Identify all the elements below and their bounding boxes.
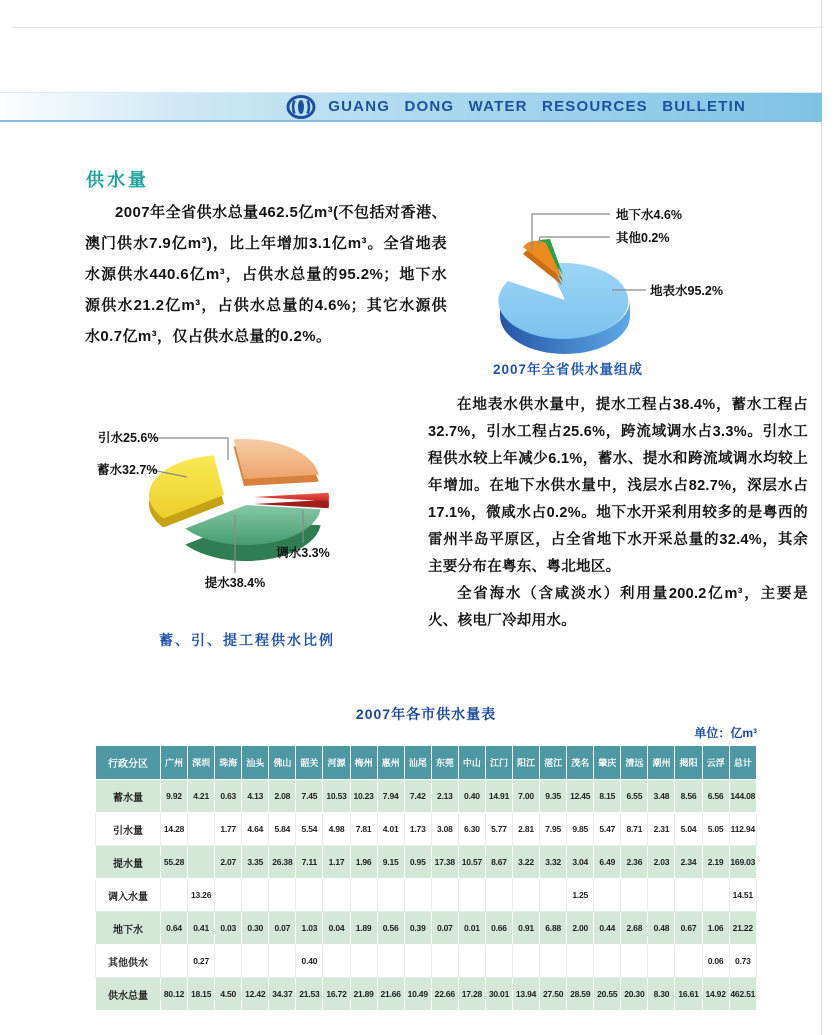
value-cell: 10.23 (350, 780, 377, 813)
value-cell (513, 945, 540, 978)
value-cell: 7.00 (513, 780, 540, 813)
value-cell (215, 945, 242, 978)
value-cell: 5.05 (702, 813, 729, 846)
diversion-slice (254, 493, 329, 501)
value-cell (702, 879, 729, 912)
bulletin-logo-icon (285, 95, 317, 119)
value-cell (377, 945, 404, 978)
value-cell: 2.03 (648, 846, 675, 879)
value-cell: 28.59 (567, 978, 594, 1011)
diaoshui-label: 调水3.3% (276, 546, 330, 560)
value-cell: 3.35 (242, 846, 269, 879)
value-cell: 2.31 (648, 813, 675, 846)
xushui-slice (149, 455, 224, 518)
value-cell: 18.15 (188, 978, 215, 1011)
value-cell: 0.06 (702, 945, 729, 978)
value-cell: 9.35 (540, 780, 567, 813)
value-cell: 14.51 (729, 879, 756, 912)
value-cell: 1.03 (296, 912, 323, 945)
city-column-header: 肇庆 (594, 746, 621, 780)
value-cell: 3.04 (567, 846, 594, 879)
other-label: 其他0.2% (616, 231, 670, 245)
value-cell: 0.64 (161, 912, 188, 945)
value-cell: 7.45 (296, 780, 323, 813)
value-cell: 14.91 (485, 780, 512, 813)
value-cell: 0.39 (404, 912, 431, 945)
value-cell (242, 945, 269, 978)
value-cell: 12.42 (242, 978, 269, 1011)
value-cell (404, 945, 431, 978)
value-cell: 1.73 (404, 813, 431, 846)
value-cell: 5.77 (485, 813, 512, 846)
value-cell: 14.28 (161, 813, 188, 846)
surface-label: 地表水95.2% (650, 284, 723, 298)
value-cell: 112.94 (729, 813, 756, 846)
value-cell: 8.30 (648, 978, 675, 1011)
value-cell: 7.94 (377, 780, 404, 813)
value-cell: 0.07 (431, 912, 458, 945)
value-cell: 34.37 (269, 978, 296, 1011)
value-cell: 21.89 (350, 978, 377, 1011)
city-column-header: 江门 (485, 746, 512, 780)
value-cell (269, 879, 296, 912)
value-cell: 10.57 (458, 846, 485, 879)
value-cell (675, 945, 702, 978)
value-cell: 4.64 (242, 813, 269, 846)
value-cell: 17.38 (431, 846, 458, 879)
value-cell: 0.04 (323, 912, 350, 945)
city-column-header: 深圳 (188, 746, 215, 780)
value-cell: 20.55 (594, 978, 621, 1011)
value-cell: 0.67 (675, 912, 702, 945)
city-column-header: 韶关 (296, 746, 323, 780)
value-cell: 2.13 (431, 780, 458, 813)
table-row-引水量 (96, 813, 757, 846)
value-cell: 6.55 (621, 780, 648, 813)
city-column-header: 汕头 (242, 746, 269, 780)
value-cell: 0.48 (648, 912, 675, 945)
row-label: 地下水 (96, 912, 161, 945)
pie-chart-supply-composition (460, 195, 805, 360)
value-cell: 14.92 (702, 978, 729, 1011)
paragraph-surface-groundwater (428, 392, 808, 635)
value-cell: 5.84 (269, 813, 296, 846)
value-cell (540, 945, 567, 978)
value-cell: 80.12 (161, 978, 188, 1011)
value-cell: 26.38 (269, 846, 296, 879)
leader-line-yinshui (153, 438, 228, 460)
value-cell: 22.66 (431, 978, 458, 1011)
surface-water-slice (498, 263, 628, 339)
value-cell (485, 879, 512, 912)
value-cell (567, 945, 594, 978)
row-label: 供水总量 (96, 978, 161, 1011)
value-cell (161, 879, 188, 912)
value-cell: 2.68 (621, 912, 648, 945)
value-cell (161, 945, 188, 978)
city-column-header: 汕尾 (404, 746, 431, 780)
value-cell: 2.36 (621, 846, 648, 879)
value-cell: 0.40 (458, 780, 485, 813)
value-cell: 8.71 (621, 813, 648, 846)
row-label: 蓄水量 (96, 780, 161, 813)
city-column-header: 广州 (161, 746, 188, 780)
paragraph-text: 在地表水供水量中，提水工程占38.4%，蓄水工程占32.7%，引水工程占25.6%，跨流域调水占3.3%。引水工程供水较上年减少6.1%，蓄水、提水和跨流域调水均较上年增加。在地下水供水量中，浅层水占82.7%，深层水占17.1%，微咸水占0.2%。地下水开采利用较多的是粤西的雷州半岛平原区，占全省地下水开采总量的32.4%，其余主要分布在粤东、粤北地区。 (428, 397, 808, 575)
value-cell: 0.44 (594, 912, 621, 945)
city-column-header: 河源 (323, 746, 350, 780)
value-cell: 6.49 (594, 846, 621, 879)
city-column-header: 佛山 (269, 746, 296, 780)
value-cell: 9.15 (377, 846, 404, 879)
water-supply-table (95, 745, 757, 1011)
value-cell: 3.48 (648, 780, 675, 813)
value-cell (242, 879, 269, 912)
value-cell: 7.42 (404, 780, 431, 813)
table-row-提水量 (96, 846, 757, 879)
value-cell (594, 879, 621, 912)
value-cell (188, 813, 215, 846)
value-cell: 8.56 (675, 780, 702, 813)
value-cell (404, 879, 431, 912)
groundwater-label: 地下水4.6% (616, 208, 682, 222)
value-cell: 5.47 (594, 813, 621, 846)
paragraph-text: 2007年全省供水总量462.5亿m³(不包括对香港、澳门供水7.9亿m³)，比上年增加3.1亿m³。全省地表水源供水440.6亿m³，占供水总量的95.2%；地下水源供水21.2亿m³，占供水总量的4.6%；其它水源供水0.7亿m³，仅占供水总量的0.2%。 (85, 204, 447, 345)
value-cell: 0.73 (729, 945, 756, 978)
value-cell: 16.61 (675, 978, 702, 1011)
value-cell: 7.81 (350, 813, 377, 846)
value-cell: 2.08 (269, 780, 296, 813)
city-column-header: 中山 (458, 746, 485, 780)
value-cell: 0.27 (188, 945, 215, 978)
city-column-header: 珠海 (215, 746, 242, 780)
table-row-供水总量 (96, 978, 757, 1011)
value-cell: 12.45 (567, 780, 594, 813)
value-cell: 0.41 (188, 912, 215, 945)
value-cell: 20.30 (621, 978, 648, 1011)
city-column-header: 阳江 (513, 746, 540, 780)
value-cell: 3.22 (513, 846, 540, 879)
value-cell: 30.01 (485, 978, 512, 1011)
value-cell: 4.13 (242, 780, 269, 813)
section-heading: 供水量 (86, 170, 149, 190)
yinshui-label: 引水25.6% (98, 431, 159, 445)
value-cell (431, 945, 458, 978)
city-column-header: 茂名 (567, 746, 594, 780)
tishui-label: 提水38.4% (204, 576, 266, 590)
value-cell: 3.32 (540, 846, 567, 879)
value-cell (540, 879, 567, 912)
value-cell: 13.26 (188, 879, 215, 912)
value-cell: 10.49 (404, 978, 431, 1011)
value-cell: 2.07 (215, 846, 242, 879)
xushui-label: 蓄水32.7% (97, 463, 158, 477)
table-title: 2007年各市供水量表 (355, 706, 497, 722)
value-cell: 13.94 (513, 978, 540, 1011)
row-label: 其他供水 (96, 945, 161, 978)
city-column-header: 总计 (729, 746, 756, 780)
value-cell: 4.98 (323, 813, 350, 846)
value-cell (675, 879, 702, 912)
value-cell (296, 879, 323, 912)
value-cell: 1.89 (350, 912, 377, 945)
region-column-header: 行政分区 (96, 746, 161, 780)
value-cell: 6.56 (702, 780, 729, 813)
value-cell (513, 879, 540, 912)
table-row-地下水 (96, 912, 757, 945)
pie1-caption: 2007年全省供水量组成 (492, 362, 644, 377)
value-cell: 0.01 (458, 912, 485, 945)
table-header-row (96, 746, 757, 780)
value-cell: 4.01 (377, 813, 404, 846)
value-cell: 0.95 (404, 846, 431, 879)
value-cell: 0.40 (296, 945, 323, 978)
value-cell: 7.95 (540, 813, 567, 846)
value-cell (458, 945, 485, 978)
value-cell: 3.08 (431, 813, 458, 846)
value-cell: 4.21 (188, 780, 215, 813)
value-cell: 0.56 (377, 912, 404, 945)
table-row-调入水量 (96, 879, 757, 912)
row-label: 引水量 (96, 813, 161, 846)
value-cell: 2.81 (513, 813, 540, 846)
value-cell (323, 945, 350, 978)
pie-chart-project-proportion (85, 415, 415, 605)
value-cell: 0.30 (242, 912, 269, 945)
value-cell: 1.06 (702, 912, 729, 945)
value-cell: 169.03 (729, 846, 756, 879)
city-column-header: 潮州 (648, 746, 675, 780)
value-cell (188, 846, 215, 879)
table-row-蓄水量 (96, 780, 757, 813)
paragraph-supply-overview (85, 197, 447, 352)
paragraph-text: 全省海水（含咸淡水）利用量200.2亿m³，主要是火、核电厂冷却用水。 (428, 586, 808, 629)
value-cell: 21.22 (729, 912, 756, 945)
value-cell (215, 879, 242, 912)
value-cell (648, 879, 675, 912)
value-cell: 17.28 (458, 978, 485, 1011)
value-cell: 5.54 (296, 813, 323, 846)
city-column-header: 揭阳 (675, 746, 702, 780)
value-cell (594, 945, 621, 978)
city-column-header: 湛江 (540, 746, 567, 780)
value-cell: 5.04 (675, 813, 702, 846)
city-column-header: 清远 (621, 746, 648, 780)
yinshui-slice (234, 439, 319, 479)
page-frame-right-line (821, 0, 822, 1035)
value-cell: 1.77 (215, 813, 242, 846)
row-label: 调入水量 (96, 879, 161, 912)
pie2-caption: 蓄、引、提工程供水比例 (159, 632, 335, 648)
value-cell (431, 879, 458, 912)
value-cell: 6.88 (540, 912, 567, 945)
value-cell (269, 945, 296, 978)
value-cell: 0.03 (215, 912, 242, 945)
table-row-其他供水 (96, 945, 757, 978)
value-cell (323, 879, 350, 912)
value-cell (485, 945, 512, 978)
city-column-header: 云浮 (702, 746, 729, 780)
value-cell: 55.28 (161, 846, 188, 879)
value-cell: 6.30 (458, 813, 485, 846)
value-cell: 0.66 (485, 912, 512, 945)
value-cell: 0.07 (269, 912, 296, 945)
value-cell (458, 879, 485, 912)
value-cell (621, 879, 648, 912)
value-cell (377, 879, 404, 912)
value-cell: 1.17 (323, 846, 350, 879)
value-cell: 21.53 (296, 978, 323, 1011)
page-frame-top-line (12, 27, 823, 28)
value-cell: 144.08 (729, 780, 756, 813)
value-cell: 2.34 (675, 846, 702, 879)
bulletin-title: GUANG DONG WATER RESOURCES BULLETIN (328, 98, 746, 115)
value-cell: 2.19 (702, 846, 729, 879)
value-cell: 21.66 (377, 978, 404, 1011)
value-cell: 0.91 (513, 912, 540, 945)
row-label: 提水量 (96, 846, 161, 879)
value-cell: 1.96 (350, 846, 377, 879)
value-cell (350, 879, 377, 912)
value-cell: 9.85 (567, 813, 594, 846)
value-cell: 1.25 (567, 879, 594, 912)
value-cell: 0.63 (215, 780, 242, 813)
value-cell (621, 945, 648, 978)
city-column-header: 梅州 (350, 746, 377, 780)
value-cell: 7.11 (296, 846, 323, 879)
value-cell: 8.15 (594, 780, 621, 813)
value-cell: 9.92 (161, 780, 188, 813)
value-cell: 27.50 (540, 978, 567, 1011)
value-cell: 16.72 (323, 978, 350, 1011)
page-header (0, 92, 822, 122)
value-cell (350, 945, 377, 978)
value-cell: 10.53 (323, 780, 350, 813)
value-cell: 4.50 (215, 978, 242, 1011)
value-cell: 462.51 (729, 978, 756, 1011)
table-unit-label: 单位：亿m³ (694, 726, 757, 740)
city-column-header: 东莞 (431, 746, 458, 780)
city-column-header: 惠州 (377, 746, 404, 780)
value-cell (648, 945, 675, 978)
value-cell: 2.00 (567, 912, 594, 945)
value-cell: 8.67 (485, 846, 512, 879)
